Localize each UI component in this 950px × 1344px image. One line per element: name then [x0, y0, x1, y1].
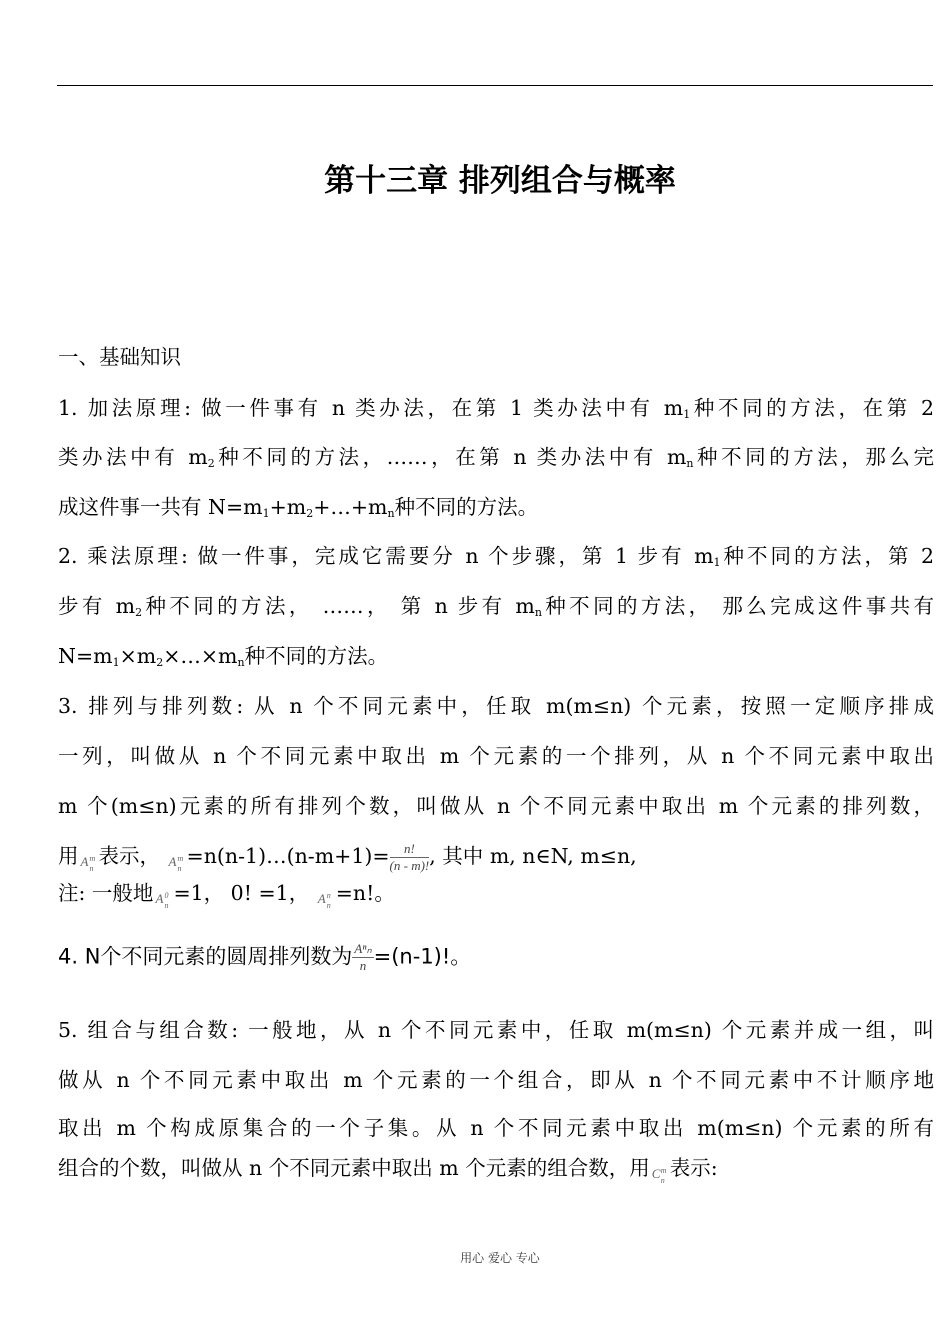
text-run: 1. 加法原理: 做一件事有 n 类办法，在第 1 类办法中有 m [58, 396, 684, 420]
text-run: 种不同的方法，在第 2 [690, 396, 935, 420]
text-run: 注: 一般地 [58, 881, 154, 905]
subscript: n [237, 656, 245, 669]
text-line [58, 443, 934, 478]
fraction [390, 841, 430, 874]
text-line [58, 493, 934, 528]
text-line [58, 692, 934, 720]
text-run: 表示: [669, 1156, 718, 1180]
text-line [58, 542, 934, 577]
symbol-subscript: n [326, 901, 331, 910]
text-line [58, 1016, 934, 1044]
text-run: m 个(m≤n)元素的所有排列个数，叫做从 n 个不同元素中取出 m 个元素的排列数， [58, 794, 934, 818]
symbol-base: A [155, 891, 164, 906]
symbol-base: A [80, 854, 89, 869]
text-run: 成这件事一共有 N=m [58, 495, 263, 519]
header-rule [57, 85, 933, 86]
symbol-superscript: m [89, 854, 96, 863]
math-symbol [316, 882, 336, 910]
page-footer: 用心 爱心 专心 [460, 1251, 540, 1265]
text-line [58, 941, 934, 974]
subscript: 2 [135, 606, 143, 619]
text-run: +…+m [313, 495, 388, 519]
math-symbol [153, 882, 173, 910]
text-run: ×m [119, 644, 157, 668]
symbol-subscript: n [177, 864, 182, 873]
text-run: 5. 组合与组合数: 一般地，从 n 个不同元素中，任取 m(m≤n) 个元素并成一组，叫 [58, 1018, 934, 1042]
text-run: ×…×m [163, 644, 238, 668]
subscript: n [686, 457, 694, 470]
fraction-denominator: (n - m)! [389, 858, 430, 873]
text-line [58, 841, 934, 874]
subscript: n [387, 507, 395, 520]
symbol-subscript: n [660, 1176, 665, 1185]
subscript: 2 [207, 457, 215, 470]
text-line [58, 792, 934, 820]
math-symbol [79, 845, 99, 873]
text-run: +m [269, 495, 307, 519]
text-run: 种不同的方法。 [244, 644, 389, 668]
text-run: =(n-1)!。 [373, 944, 472, 969]
text-run: 种不同的方法。 [394, 495, 539, 519]
text-run: 4. N个不同元素的圆周排列数为 [58, 944, 353, 969]
text-run: 一列，叫做从 n 个不同元素中取出 m 个元素的一个排列，从 n 个不同元素中取出 [58, 744, 934, 768]
text-run: =n(n-1)…(n-m+1)= [186, 844, 390, 868]
fraction [352, 941, 373, 974]
fraction-denominator: n [359, 958, 367, 973]
text-run: 表示， [98, 844, 167, 868]
math-symbol [650, 1157, 670, 1185]
subscript: 2 [156, 656, 164, 669]
symbol-base: C [651, 1166, 661, 1181]
text-run: 取出 m 个构成原集合的一个子集。从 n 个不同元素中取出 m(m≤n) 个元素的所有 [58, 1116, 934, 1140]
subscript: 1 [262, 507, 270, 520]
text-line [58, 1154, 934, 1185]
text-run: 种不同的方法， ……， 第 n 步有 m [142, 594, 535, 618]
subscript: 1 [112, 656, 120, 669]
fraction-numerator: Aⁿₙ [354, 941, 372, 956]
text-run: 用 [58, 844, 79, 868]
symbol-subscript: n [89, 864, 94, 873]
text-run: 步有 m [58, 594, 136, 618]
text-line [58, 879, 934, 910]
symbol-superscript: m [660, 1166, 667, 1175]
symbol-superscript: m [177, 854, 184, 863]
text-line [58, 394, 934, 429]
text-line [58, 1066, 934, 1094]
symbol-base: A [317, 891, 326, 906]
text-line [58, 343, 934, 371]
math-symbol [167, 845, 187, 873]
text-line [58, 1114, 934, 1142]
subscript: n [534, 606, 542, 619]
text-run: 种不同的方法，……，在第 n 类办法中有 m [214, 445, 687, 469]
text-run: 组合的个数，叫做从 n 个不同元素中取出 m 个元素的组合数，用 [58, 1156, 650, 1180]
symbol-subscript: n [164, 901, 169, 910]
text-run: 种不同的方法，那么完 [693, 445, 934, 469]
text-line [58, 742, 934, 770]
symbol-superscript: n [326, 891, 331, 900]
subscript: 1 [713, 556, 721, 569]
text-run: 2. 乘法原理: 做一件事，完成它需要分 n 个步骤，第 1 步有 m [58, 544, 714, 568]
text-run: 一、基础知识 [58, 345, 181, 369]
fraction-numerator: n! [390, 841, 430, 858]
symbol-base: A [168, 854, 177, 869]
text-run: 3. 排列与排列数: 从 n 个不同元素中，任取 m(m≤n) 个元素，按照一定顺序排成 [58, 694, 934, 718]
text-run: N=m [58, 644, 113, 668]
text-run: 做从 n 个不同元素中取出 m 个元素的一个组合，即从 n 个不同元素中不计顺序地 [58, 1068, 934, 1092]
text-run: , 其中 m, n∈N, m≤n, [429, 844, 637, 868]
text-run: 种不同的方法，第 2 [720, 544, 935, 568]
text-run: =n!。 [335, 881, 395, 905]
text-run: =1， 0! =1， [173, 881, 316, 905]
chapter-title: 第十三章 排列组合与概率 [324, 163, 676, 199]
text-run: 种不同的方法， 那么完成这件事共有 [541, 594, 934, 618]
text-line [58, 642, 934, 677]
symbol-superscript: 0 [164, 891, 169, 900]
subscript: 1 [683, 408, 691, 421]
text-run: 类办法中有 m [58, 445, 208, 469]
text-line [58, 592, 934, 627]
subscript: 2 [306, 507, 314, 520]
